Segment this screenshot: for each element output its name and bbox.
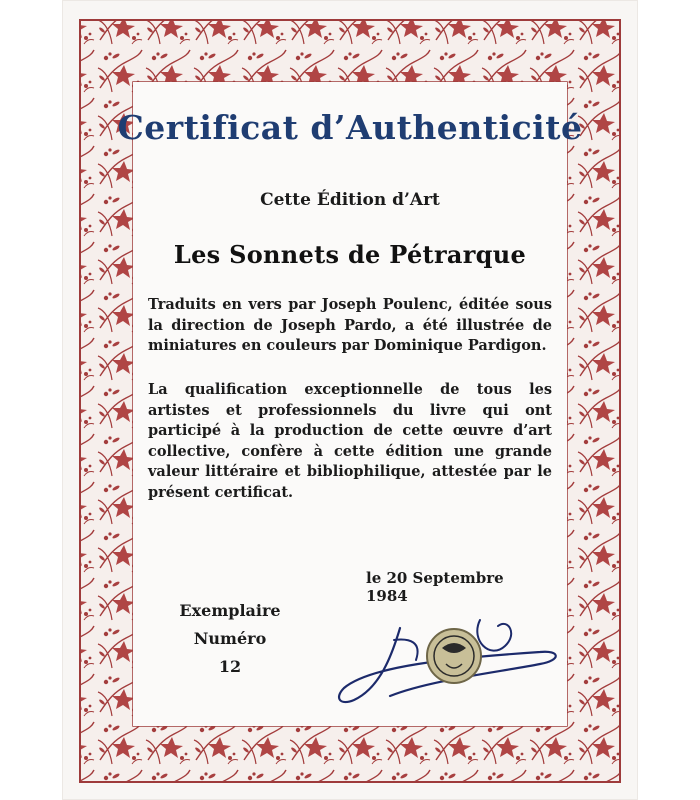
book-title: Les Sonnets de Pétrarque	[173, 240, 527, 269]
signature-with-seal	[330, 600, 570, 730]
copy-label-line2: Numéro	[193, 629, 267, 648]
copy-number-block	[160, 597, 300, 681]
translation-paragraph: Traduits en vers par Joseph Poulenc, éditée sous la direction de Joseph Pardo, a été illustrée de miniatures en couleurs par Dominique Pardigon.	[148, 296, 552, 354]
copy-label-line1: Exemplaire	[179, 601, 281, 620]
edition-subtitle: Cette Édition d’Art	[260, 190, 440, 210]
copy-number: 12	[218, 657, 242, 676]
wax-seal-icon	[427, 629, 481, 683]
qualification-paragraph: La qualification exceptionnelle de tous les artistes et professionnels du livre qui ont participé à la production de cette œuvre d’art collective, confère à cette édition une grande valeur littéraire et bibliophilique, attestée par le présent certificat.	[148, 381, 552, 501]
certificate-date: le 20 Septembre 1984	[366, 569, 504, 605]
certificate-title: Certificat d’Authenticité	[117, 108, 583, 147]
